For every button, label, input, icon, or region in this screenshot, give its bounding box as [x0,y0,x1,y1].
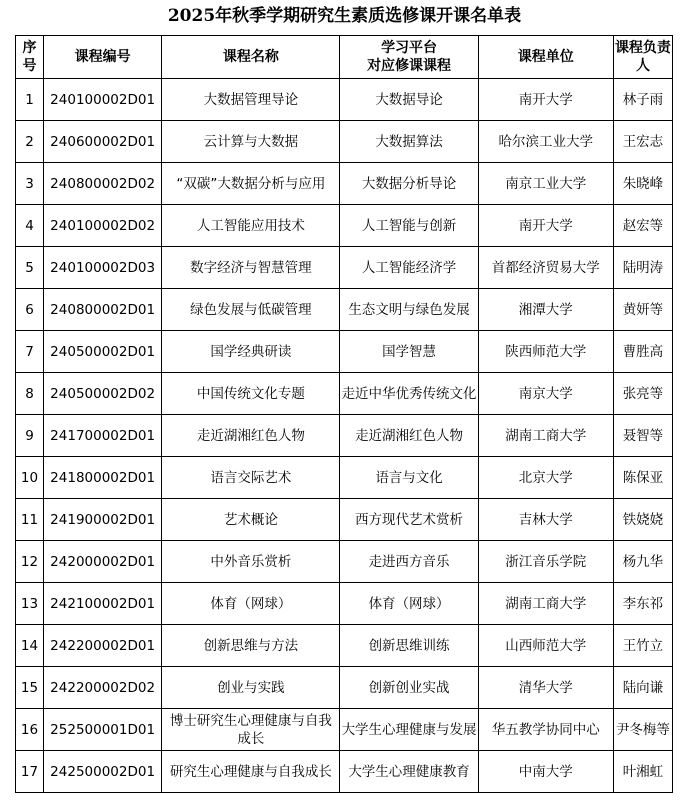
cell-code: 240100002D02 [44,205,162,247]
cell-code: 240600002D01 [44,121,162,163]
header-row [16,36,673,79]
cell-unit: 清华大学 [478,667,613,709]
cell-lead: 林子雨 [613,79,672,121]
cell-lead: 王竹立 [613,625,672,667]
cell-lead: 叶湘虹 [613,751,672,793]
cell-num: 10 [16,457,44,499]
table-row [16,415,673,457]
cell-num: 4 [16,205,44,247]
cell-num: 15 [16,667,44,709]
cell-code: 240100002D01 [44,79,162,121]
cell-name: 数字经济与智慧管理 [162,247,340,289]
cell-unit: 华五教学协同中心 [478,709,613,751]
cell-platform: 创新创业实战 [340,667,478,709]
cell-num: 8 [16,373,44,415]
cell-num: 7 [16,331,44,373]
cell-platform: 大学生心理健康与发展 [340,709,478,751]
cell-unit: 吉林大学 [478,499,613,541]
cell-platform: 大数据导论 [340,79,478,121]
course-table [15,35,673,793]
cell-name: 语言交际艺术 [162,457,340,499]
cell-unit: 山西师范大学 [478,625,613,667]
cell-lead: 聂智等 [613,415,672,457]
cell-code: 240500002D01 [44,331,162,373]
cell-code: 241800002D01 [44,457,162,499]
cell-num: 14 [16,625,44,667]
cell-num: 1 [16,79,44,121]
cell-platform: 语言与文化 [340,457,478,499]
cell-code: 242200002D01 [44,625,162,667]
cell-platform: 生态文明与绿色发展 [340,289,478,331]
cell-name: 创业与实践 [162,667,340,709]
cell-num: 11 [16,499,44,541]
table-row [16,121,673,163]
table-row [16,541,673,583]
cell-unit: 哈尔滨工业大学 [478,121,613,163]
table-row [16,457,673,499]
header-platform [340,36,478,79]
cell-code: 240800002D01 [44,289,162,331]
header-platform-line2: 对应修课课程 [367,58,452,74]
cell-lead: 陈保亚 [613,457,672,499]
cell-lead: 朱晓峰 [613,163,672,205]
cell-unit: 湖南工商大学 [478,583,613,625]
cell-name: 创新思维与方法 [162,625,340,667]
cell-unit: 南开大学 [478,79,613,121]
cell-num: 3 [16,163,44,205]
cell-platform: 创新思维训练 [340,625,478,667]
cell-name: 大数据管理导论 [162,79,340,121]
cell-code: 241700002D01 [44,415,162,457]
table-row [16,163,673,205]
cell-lead: 陆明涛 [613,247,672,289]
table-row [16,583,673,625]
cell-unit: 浙江音乐学院 [478,541,613,583]
table-row [16,205,673,247]
cell-lead: 王宏志 [613,121,672,163]
cell-name: 走近湖湘红色人物 [162,415,340,457]
cell-name: 研究生心理健康与自我成长 [162,751,340,793]
cell-code: 252500001D01 [44,709,162,751]
cell-name: 中国传统文化专题 [162,373,340,415]
page-title: 2025年秋季学期研究生素质选修课开课名单表 [167,6,522,26]
table-row [16,331,673,373]
cell-unit: 北京大学 [478,457,613,499]
cell-num: 13 [16,583,44,625]
cell-lead: 黄妍等 [613,289,672,331]
table-row [16,625,673,667]
table-row [16,667,673,709]
cell-name: 人工智能应用技术 [162,205,340,247]
cell-name: 艺术概论 [162,499,340,541]
table-row [16,751,673,793]
cell-name: “双碳”大数据分析与应用 [162,163,340,205]
cell-unit: 陕西师范大学 [478,331,613,373]
cell-num: 5 [16,247,44,289]
cell-code: 240500002D02 [44,373,162,415]
table-row [16,709,673,751]
cell-lead: 陆向谦 [613,667,672,709]
cell-name: 云计算与大数据 [162,121,340,163]
cell-lead: 赵宏等 [613,205,672,247]
header-lead: 课程负责人 [613,36,672,79]
cell-num: 6 [16,289,44,331]
cell-platform: 国学智慧 [340,331,478,373]
cell-platform: 走进西方音乐 [340,541,478,583]
cell-platform: 体育（网球） [340,583,478,625]
cell-code: 240100002D03 [44,247,162,289]
cell-unit: 湘潭大学 [478,289,613,331]
cell-code: 242000002D01 [44,541,162,583]
cell-num: 9 [16,415,44,457]
cell-code: 242100002D01 [44,583,162,625]
cell-platform: 人工智能经济学 [340,247,478,289]
cell-name: 博士研究生心理健康与自我成长 [162,709,340,751]
cell-code: 242500002D01 [44,751,162,793]
table-row [16,373,673,415]
cell-unit: 南京工业大学 [478,163,613,205]
cell-name: 绿色发展与低碳管理 [162,289,340,331]
cell-unit: 湖南工商大学 [478,415,613,457]
cell-lead: 尹冬梅等 [613,709,672,751]
cell-platform: 走近湖湘红色人物 [340,415,478,457]
table-row [16,499,673,541]
table-row [16,247,673,289]
cell-code: 242200002D02 [44,667,162,709]
cell-lead: 杨九华 [613,541,672,583]
cell-unit: 首都经济贸易大学 [478,247,613,289]
cell-name: 中外音乐赏析 [162,541,340,583]
cell-name: 国学经典研读 [162,331,340,373]
cell-num: 17 [16,751,44,793]
cell-unit: 南开大学 [478,205,613,247]
cell-num: 2 [16,121,44,163]
cell-name: 体育（网球） [162,583,340,625]
cell-unit: 中南大学 [478,751,613,793]
header-code: 课程编号 [44,36,162,79]
table-row [16,289,673,331]
cell-lead: 李东祁 [613,583,672,625]
cell-platform: 西方现代艺术赏析 [340,499,478,541]
cell-lead: 曹胜高 [613,331,672,373]
table-row [16,79,673,121]
header-num: 序号 [16,36,44,79]
cell-num: 16 [16,709,44,751]
cell-lead: 铁娆娆 [613,499,672,541]
cell-num: 12 [16,541,44,583]
cell-platform: 大数据算法 [340,121,478,163]
header-name: 课程名称 [162,36,340,79]
cell-code: 240800002D02 [44,163,162,205]
cell-unit: 南京大学 [478,373,613,415]
header-unit: 课程单位 [478,36,613,79]
cell-lead: 张亮等 [613,373,672,415]
cell-platform: 大数据分析导论 [340,163,478,205]
cell-code: 241900002D01 [44,499,162,541]
header-platform-line1: 学习平台 [381,40,438,56]
cell-platform: 大学生心理健康教育 [340,751,478,793]
cell-platform: 走近中华优秀传统文化 [340,373,478,415]
cell-platform: 人工智能与创新 [340,205,478,247]
